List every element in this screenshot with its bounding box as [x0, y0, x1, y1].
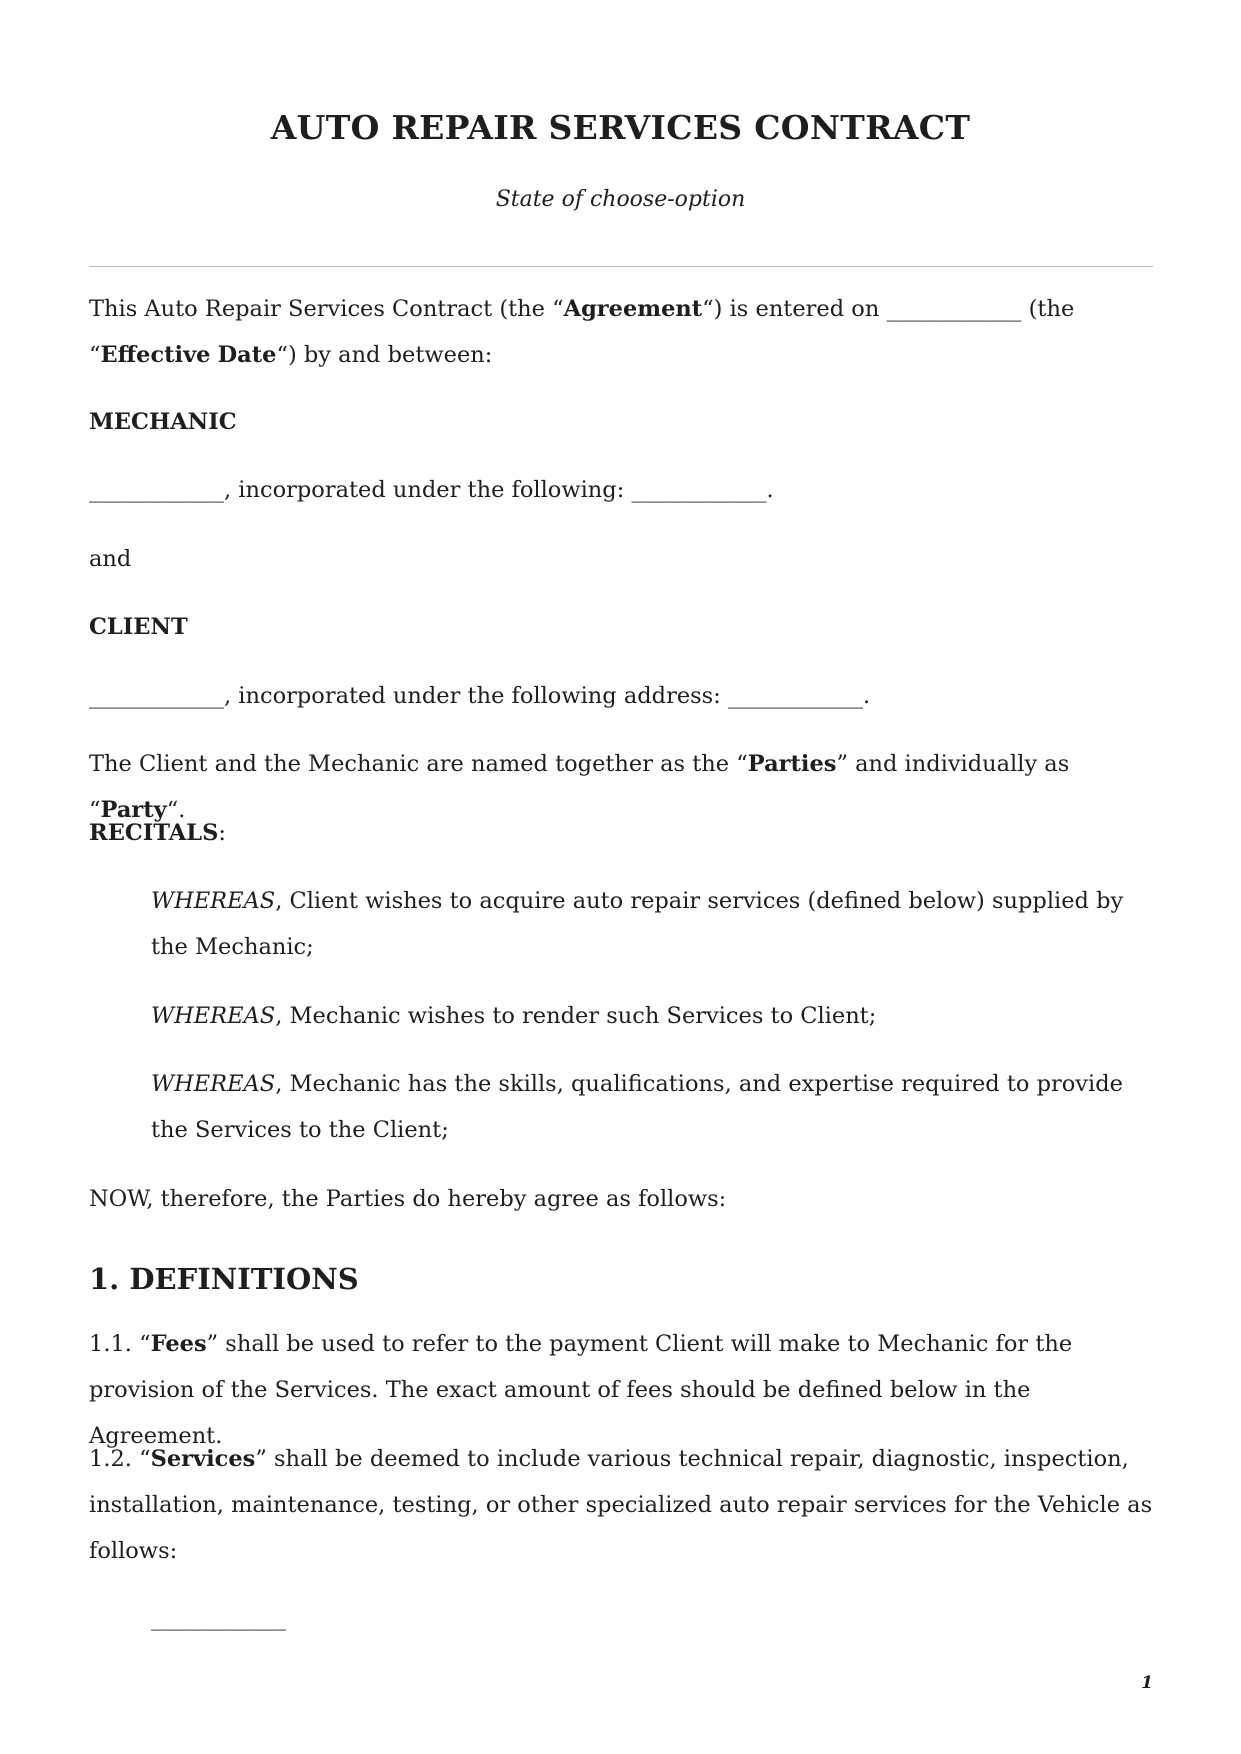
- mechanic-end: .: [766, 477, 774, 503]
- now-paragraph: NOW, therefore, the Parties do hereby agree as follows:: [89, 1186, 727, 1212]
- section-heading: 1. DEFINITIONS: [89, 1262, 359, 1296]
- services-list-blank: ____________: [151, 1605, 286, 1631]
- recital-item: [151, 1061, 1153, 1153]
- document-title: AUTO REPAIR SERVICES CONTRACT: [270, 108, 971, 147]
- client-end: .: [862, 683, 871, 709]
- mechanic-name-blank: ____________: [89, 477, 224, 503]
- parties-text: ” and individually as “: [89, 751, 1070, 823]
- definition-text: ” shall be used to refer to the payment Client will make to Mechanic for the provision of the Services. The exact amount of fees should be defined below in the Agreement.: [89, 1331, 1073, 1449]
- client-address-blank: ____________: [727, 683, 863, 709]
- mechanic-heading: MECHANIC: [89, 409, 237, 435]
- agreement-term: Agreement: [563, 296, 703, 322]
- mechanic-line: [89, 467, 1153, 513]
- client-name-blank: ____________: [89, 683, 224, 709]
- definition-number: 1.2. “: [89, 1446, 151, 1472]
- intro-text: “) by and between:: [276, 342, 493, 368]
- divider: [89, 266, 1153, 267]
- recitals-colon: :: [218, 820, 226, 846]
- intro-text: (the “: [89, 296, 1075, 368]
- fees-term: Fees: [150, 1331, 207, 1357]
- intro-text: “) is entered on: [702, 296, 887, 322]
- and-text: and: [89, 546, 132, 572]
- parties-text: The Client and the Mechanic are named together as the “: [89, 751, 748, 777]
- recital-item: [151, 993, 1153, 1039]
- mechanic-address-blank: ____________: [631, 477, 767, 503]
- recital-text: , Mechanic wishes to render such Services to Client;: [275, 1003, 877, 1029]
- services-term: Services: [150, 1446, 256, 1472]
- whereas-word: WHEREAS: [151, 888, 276, 914]
- client-line: [89, 673, 1153, 719]
- whereas-word: WHEREAS: [151, 1071, 276, 1097]
- party-term: Party: [100, 797, 167, 823]
- intro-paragraph: [89, 286, 1153, 378]
- date-term: Date: [217, 342, 277, 368]
- mechanic-text: , incorporated under the following:: [224, 477, 632, 503]
- document-subtitle: State of choose-option: [495, 187, 746, 212]
- client-heading: CLIENT: [89, 614, 188, 640]
- recital-text: , Mechanic has the skills, qualifications, and expertise required to provide the Services to the Client;: [151, 1071, 1123, 1143]
- definition-services: [89, 1436, 1153, 1574]
- parties-term: Parties: [747, 751, 837, 777]
- recitals-heading: [89, 810, 1153, 856]
- recital-item: [151, 878, 1153, 970]
- effective-date-blank: ____________: [886, 296, 1022, 322]
- definition-text: ” shall be deemed to include various technical repair, diagnostic, inspection, installation, maintenance, testing, or other specialized auto repair services for the Vehicle as follows:: [89, 1446, 1153, 1564]
- definition-number: 1.1. “: [89, 1331, 151, 1357]
- intro-text: This Auto Repair Services Contract (the “: [89, 296, 564, 322]
- recital-text: , Client wishes to acquire auto repair services (defined below) supplied by the Mechanic;: [151, 888, 1124, 960]
- effective-term: Effective: [100, 342, 211, 368]
- whereas-word: WHEREAS: [151, 1003, 276, 1029]
- recitals-title: RECITALS: [89, 820, 219, 846]
- client-text: , incorporated under the following address:: [224, 683, 728, 709]
- page-number: 1: [1141, 1673, 1153, 1693]
- parties-text: “.: [166, 797, 186, 823]
